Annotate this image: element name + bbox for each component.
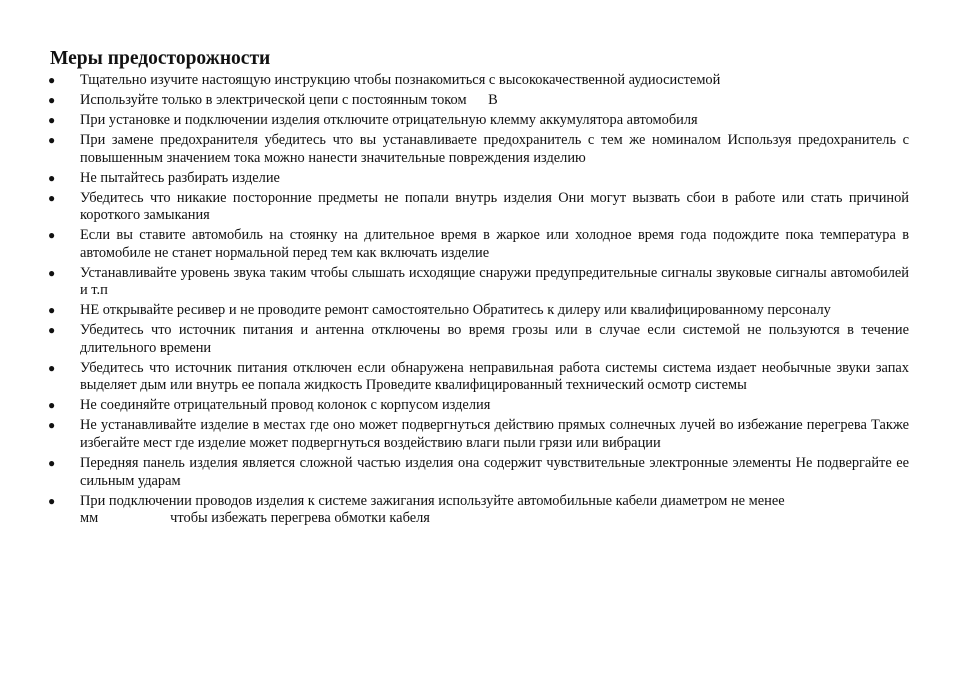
list-item-text: Используйте только в электрической цепи с постоянным током В xyxy=(80,91,498,108)
bullet-icon: ● xyxy=(48,303,56,318)
list-item xyxy=(0,493,954,528)
list-item xyxy=(0,265,954,300)
list-item-text: Тщательно изучите настоящую инструкцию чтобы познакомиться с высококачественной аудиосистемой xyxy=(80,72,721,88)
bullet-icon: ● xyxy=(48,112,56,127)
list-item xyxy=(0,322,954,357)
list-item-text: Не устанавливайте изделие в местах где оно может подвергнуться действию прямых солнечных лучей во избежание перегрева Также избегайте мест где изделие может подвергнуться воздействию влаги пыли грязи или вибрации xyxy=(80,417,909,451)
bullet-icon: ● xyxy=(48,265,56,280)
list-item-text: Убедитесь что источник питания и антенна отключены во время грозы или в случае если системой не пользуются в течение длительного времени xyxy=(80,322,909,356)
list-item-text: При установке и подключении изделия отключите отрицательную клемму аккумулятора автомобиля xyxy=(80,111,698,128)
list-item-text: При замене предохранителя убедитесь что вы устанавливаете предохранитель с тем же номиналом Используя предохранитель с повышенным значением тока можно нанести значительные повреждения изделию xyxy=(80,131,909,166)
list-item xyxy=(0,227,954,262)
precautions-list xyxy=(0,72,954,530)
bullet-icon: ● xyxy=(48,132,56,147)
list-item xyxy=(0,112,954,130)
list-item xyxy=(0,190,954,225)
list-item-text: Убедитесь что источник питания отключен если обнаружена неправильная работа системы система издает необычные звуки запах выделяет дым или внутрь ее попала жидкость Проведите квалифицированный технический осмотр системы xyxy=(80,359,909,394)
bullet-icon: ● xyxy=(48,398,56,413)
page-title: Меры предосторожности xyxy=(50,48,271,69)
list-item-text: Убедитесь что никакие посторонние предметы не попали внутрь изделия Они могут вызвать сбои в работе или стать причиной короткого замыкания xyxy=(80,189,909,224)
bullet-icon: ● xyxy=(48,73,56,87)
bullet-icon: ● xyxy=(48,190,56,205)
bullet-icon: ● xyxy=(48,455,56,470)
list-item-text: Не пытайтесь разбирать изделие xyxy=(80,169,280,186)
list-item-text: Передняя панель изделия является сложной частью изделия она содержит чувствительные электронные элементы Не подвергайте ее сильным ударам xyxy=(80,454,909,489)
bullet-icon: ● xyxy=(48,323,56,338)
list-item xyxy=(0,455,954,490)
list-item xyxy=(0,132,954,167)
list-item xyxy=(0,72,954,90)
list-item xyxy=(0,360,954,395)
bullet-icon: ● xyxy=(48,92,56,107)
list-item xyxy=(0,417,954,452)
bullet-icon: ● xyxy=(48,228,56,243)
list-item-text: При подключении проводов изделия к системе зажигания используйте автомобильные кабели диаметром не менее мм чтобы избежать перегрева обмотки кабеля xyxy=(80,492,785,527)
bullet-icon: ● xyxy=(48,360,56,375)
list-item-text: Не соединяйте отрицательный провод колонок с корпусом изделия xyxy=(80,397,491,414)
bullet-icon: ● xyxy=(48,170,56,185)
bullet-icon: ● xyxy=(48,493,56,508)
list-item xyxy=(0,302,954,320)
bullet-icon: ● xyxy=(48,418,56,433)
list-item xyxy=(0,397,954,415)
list-item xyxy=(0,92,954,110)
list-item xyxy=(0,170,954,188)
list-item-text: Если вы ставите автомобиль на стоянку на длительное время в жаркое или холодное время года подождите пока температура в автомобиле не станет нормальной перед тем как включать изделие xyxy=(80,227,909,261)
list-item-text: Устанавливайте уровень звука таким чтобы слышать исходящие снаружи предупредительные сигналы звуковые сигналы автомобилей и т.п xyxy=(80,264,909,299)
list-item-text: НЕ открывайте ресивер и не проводите ремонт самостоятельно Обратитесь к дилеру или квалифицированному персоналу xyxy=(80,302,831,319)
